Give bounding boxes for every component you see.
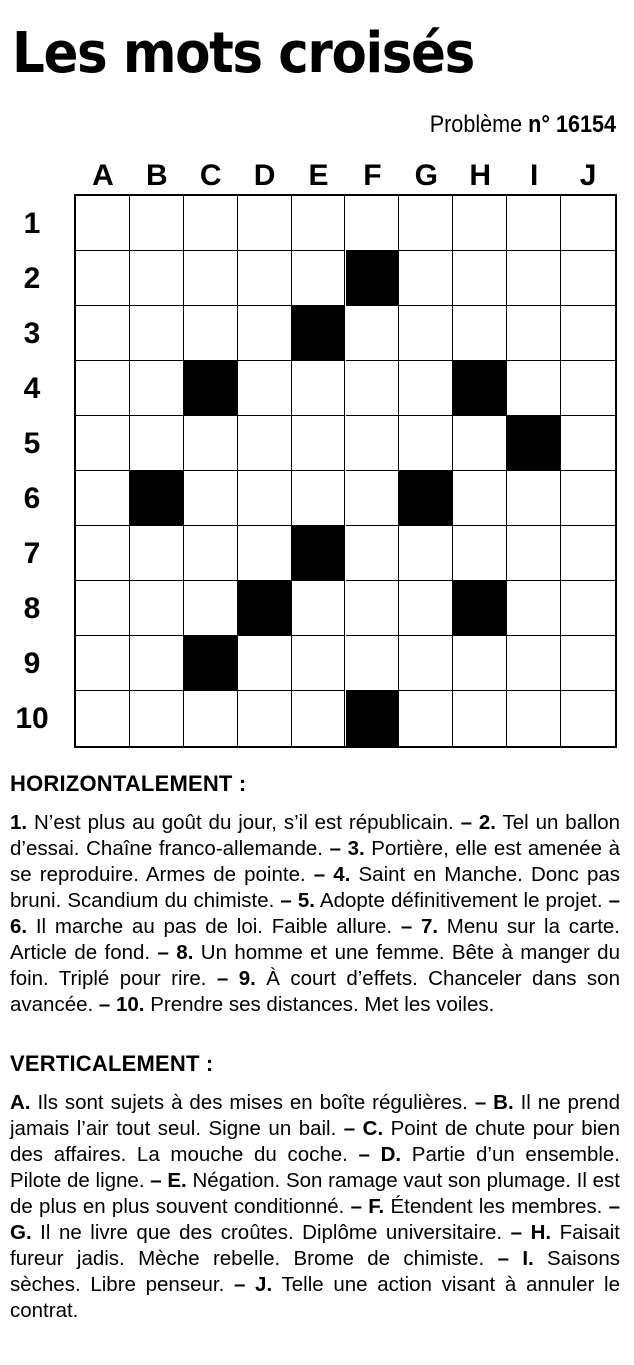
grid-cell[interactable] xyxy=(130,691,184,746)
grid-cell[interactable] xyxy=(507,251,561,306)
grid-cell[interactable] xyxy=(238,416,292,471)
grid-cell[interactable] xyxy=(561,196,615,251)
grid-cell[interactable] xyxy=(507,361,561,416)
grid-cell[interactable] xyxy=(399,691,453,746)
grid-cell[interactable] xyxy=(453,471,507,526)
clue-number: A. xyxy=(10,1091,31,1114)
clue-number: – 2. xyxy=(460,811,496,834)
clue-number: – 9. xyxy=(216,967,256,990)
clue-number: – 7. xyxy=(400,915,439,938)
grid-cell[interactable] xyxy=(399,361,453,416)
black-cell xyxy=(346,251,400,306)
grid-cell[interactable] xyxy=(130,636,184,691)
grid-cell[interactable] xyxy=(238,526,292,581)
grid-cell[interactable] xyxy=(399,581,453,636)
grid-cell[interactable] xyxy=(399,251,453,306)
grid-cell[interactable] xyxy=(184,581,238,636)
grid-cell[interactable] xyxy=(292,581,346,636)
grid-cell[interactable] xyxy=(346,471,400,526)
grid-cell[interactable] xyxy=(76,581,130,636)
black-cell xyxy=(453,361,507,416)
grid-cell[interactable] xyxy=(184,306,238,361)
row-label: 6 xyxy=(23,482,41,515)
grid-cell[interactable] xyxy=(561,526,615,581)
grid-cell[interactable] xyxy=(561,416,615,471)
black-cell xyxy=(507,416,561,471)
row-label: 8 xyxy=(23,592,41,625)
grid-cell[interactable] xyxy=(238,251,292,306)
grid-cell[interactable] xyxy=(238,306,292,361)
grid-cell[interactable] xyxy=(453,691,507,746)
grid-cell[interactable] xyxy=(130,526,184,581)
grid-cell[interactable] xyxy=(346,581,400,636)
grid-cell[interactable] xyxy=(507,471,561,526)
grid-cell[interactable] xyxy=(184,196,238,251)
grid-cell[interactable] xyxy=(399,636,453,691)
clue-number: – B. xyxy=(474,1091,514,1114)
grid-cell[interactable] xyxy=(346,636,400,691)
grid-cell[interactable] xyxy=(76,526,130,581)
page-title: Les mots croisés xyxy=(12,21,474,86)
grid-cell[interactable] xyxy=(561,581,615,636)
clue-number: – 6. xyxy=(10,889,620,938)
grid-cell[interactable] xyxy=(292,636,346,691)
black-cell xyxy=(453,581,507,636)
grid-cell[interactable] xyxy=(184,471,238,526)
clue-text: À court d’effets. Chanceler dans son avancée. xyxy=(10,967,620,1016)
grid-cell[interactable] xyxy=(453,251,507,306)
grid-cell[interactable] xyxy=(76,636,130,691)
horizontal-heading: HORIZONTALEMENT : xyxy=(10,771,247,796)
grid-cell[interactable] xyxy=(561,471,615,526)
grid-cell[interactable] xyxy=(453,416,507,471)
clue-text: Ils sont sujets à des mises en boîte régulières. xyxy=(30,1091,475,1114)
row-label: 7 xyxy=(23,537,41,570)
grid-cell[interactable] xyxy=(561,306,615,361)
black-cell xyxy=(399,471,453,526)
grid-cell[interactable] xyxy=(130,361,184,416)
grid-cell[interactable] xyxy=(184,416,238,471)
grid-cell[interactable] xyxy=(399,526,453,581)
clue-number: – 3. xyxy=(329,837,365,860)
grid-cell[interactable] xyxy=(561,691,615,746)
black-cell xyxy=(292,306,346,361)
problem-number xyxy=(430,110,616,140)
grid-cell[interactable] xyxy=(184,691,238,746)
grid-cell[interactable] xyxy=(346,196,400,251)
grid-cell[interactable] xyxy=(292,471,346,526)
grid-cell[interactable] xyxy=(130,251,184,306)
column-label: C xyxy=(199,159,222,192)
clue-text: Tel un ballon d’essai. Chaîne franco-allemande. xyxy=(10,811,620,860)
black-cell xyxy=(292,526,346,581)
grid-cell[interactable] xyxy=(399,196,453,251)
grid-cell[interactable] xyxy=(561,251,615,306)
column-label: E xyxy=(308,159,329,192)
row-label: 10 xyxy=(15,702,49,735)
vertical-clues-section xyxy=(10,1050,620,1324)
grid-cell[interactable] xyxy=(238,361,292,416)
grid-cell[interactable] xyxy=(238,471,292,526)
clue-text: Telle une action visant à annuler le contrat. xyxy=(10,1273,621,1322)
row-label: 9 xyxy=(23,647,41,680)
row-label: 2 xyxy=(23,262,41,295)
grid-cell[interactable] xyxy=(399,416,453,471)
row-label: 4 xyxy=(23,372,41,405)
grid-cell[interactable] xyxy=(130,196,184,251)
row-headers xyxy=(0,194,68,748)
vertical-heading: VERTICALEMENT : xyxy=(10,1051,214,1076)
grid-cell[interactable] xyxy=(453,306,507,361)
black-cell xyxy=(130,471,184,526)
grid-cell[interactable] xyxy=(76,416,130,471)
grid-cell[interactable] xyxy=(76,251,130,306)
grid-cell[interactable] xyxy=(292,196,346,251)
black-cell xyxy=(184,361,238,416)
clue-text: Point de chute pour bien des affaires. La mouche du coche. xyxy=(10,1117,620,1166)
column-label: I xyxy=(529,159,539,192)
clue-text: N’est plus au goût du jour, s’il est républicain. xyxy=(27,811,461,834)
grid-cell[interactable] xyxy=(76,691,130,746)
grid-cell[interactable] xyxy=(76,306,130,361)
grid-cell[interactable] xyxy=(507,526,561,581)
horizontal-clues xyxy=(10,810,620,1018)
grid-cell[interactable] xyxy=(130,306,184,361)
row-label: 3 xyxy=(23,317,41,350)
clue-text: Négation. Son ramage vaut son plumage. Il est de plus en plus souvent conditionné. xyxy=(10,1169,620,1218)
black-cell xyxy=(238,581,292,636)
black-cell xyxy=(184,636,238,691)
clue-number: 1. xyxy=(10,811,28,834)
column-headers xyxy=(74,158,617,194)
grid-cell[interactable] xyxy=(292,361,346,416)
clue-text: Prendre ses distances. Met les voiles. xyxy=(144,993,495,1016)
row-label: 5 xyxy=(23,427,41,460)
column-label: B xyxy=(146,159,168,192)
clue-number: – C. xyxy=(343,1117,384,1140)
clue-text: Un homme et une femme. Bête à manger du foin. Triplé pour rire. xyxy=(10,941,620,990)
clue-text: Saint en Manche. Donc pas bruni. Scandium du chimiste. xyxy=(10,863,620,912)
clue-number: – E. xyxy=(150,1169,187,1192)
grid-cell[interactable] xyxy=(507,581,561,636)
grid-cell[interactable] xyxy=(292,251,346,306)
grid-cell[interactable] xyxy=(184,251,238,306)
clue-number: – 5. xyxy=(280,889,315,912)
grid-cell[interactable] xyxy=(561,636,615,691)
grid-cell[interactable] xyxy=(76,471,130,526)
clue-text: Étendent les membres. xyxy=(384,1195,609,1218)
column-label: D xyxy=(253,159,276,192)
row-label: 1 xyxy=(23,207,41,240)
column-label: A xyxy=(92,159,114,192)
column-label: G xyxy=(414,159,438,192)
clue-text: Il ne livre que des croûtes. Diplôme universitaire. xyxy=(31,1221,511,1244)
problem-number-label: n° 16154 xyxy=(528,111,616,138)
vertical-clues xyxy=(10,1090,620,1324)
clue-number: – G. xyxy=(10,1195,620,1244)
grid-cell[interactable] xyxy=(507,196,561,251)
clue-text: Il ne prend jamais l’air tout seul. Signe un bail. xyxy=(10,1091,620,1140)
grid-cell[interactable] xyxy=(507,691,561,746)
clue-number: – J. xyxy=(233,1273,273,1296)
clue-text: Menu sur la carte. Article de fond. xyxy=(10,915,620,964)
clue-number: – H. xyxy=(510,1221,552,1244)
clue-text: Saisons sèches. Libre penseur. xyxy=(10,1247,620,1296)
clue-number: – D. xyxy=(358,1143,402,1166)
grid-cell[interactable] xyxy=(130,416,184,471)
black-cell xyxy=(346,691,400,746)
clue-number: – F. xyxy=(350,1195,385,1218)
problem-prefix: Problème xyxy=(429,111,523,138)
column-label: F xyxy=(363,159,382,192)
grid-cell[interactable] xyxy=(76,196,130,251)
grid-cell[interactable] xyxy=(238,691,292,746)
grid-cell[interactable] xyxy=(130,581,184,636)
horizontal-clues-section xyxy=(10,770,620,1018)
clue-text: Partie d’un ensemble. Pilote de ligne. xyxy=(10,1143,620,1192)
grid-cell[interactable] xyxy=(453,196,507,251)
clue-number: – 8. xyxy=(157,941,194,964)
grid-cell[interactable] xyxy=(238,636,292,691)
grid-cell[interactable] xyxy=(346,361,400,416)
grid-cell[interactable] xyxy=(453,636,507,691)
grid-cell[interactable] xyxy=(346,416,400,471)
grid-cell[interactable] xyxy=(507,636,561,691)
grid-cell[interactable] xyxy=(346,306,400,361)
clue-text: Adopte définitivement le projet. xyxy=(314,889,609,912)
grid-cell[interactable] xyxy=(453,526,507,581)
grid-cell[interactable] xyxy=(184,526,238,581)
grid-cell[interactable] xyxy=(292,416,346,471)
crossword-grid xyxy=(74,194,617,748)
clue-number: – 4. xyxy=(313,863,351,886)
grid-cell[interactable] xyxy=(292,691,346,746)
clue-number: – I. xyxy=(497,1247,534,1270)
grid-cell[interactable] xyxy=(346,526,400,581)
grid-cell[interactable] xyxy=(76,361,130,416)
grid-cell[interactable] xyxy=(561,361,615,416)
clue-text: Portière, elle est amenée à se reproduire. Armes de pointe. xyxy=(10,837,620,886)
grid-cell[interactable] xyxy=(399,306,453,361)
column-label: J xyxy=(579,159,597,192)
grid-cell[interactable] xyxy=(507,306,561,361)
clue-text: Il marche au pas de loi. Faible allure. xyxy=(27,915,401,938)
column-label: H xyxy=(469,159,492,192)
grid-cell[interactable] xyxy=(238,196,292,251)
clue-number: – 10. xyxy=(98,993,145,1016)
clue-text: Faisait fureur jadis. Mèche rebelle. Brome de chimiste. xyxy=(10,1221,621,1270)
